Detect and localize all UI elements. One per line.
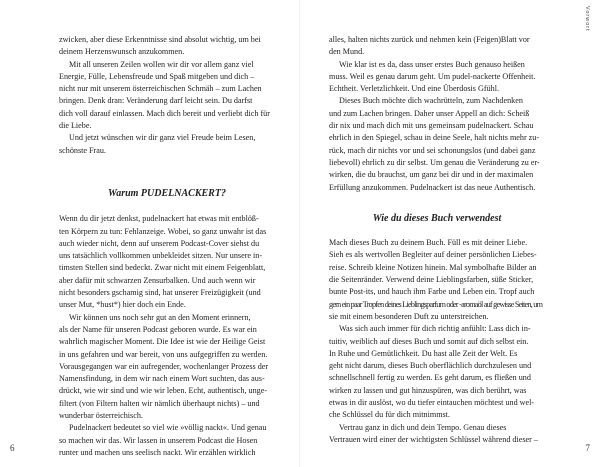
text-line: Wie klar ist es da, dass unser erstes Buch genauso heißen xyxy=(339,59,525,69)
text-line: rück, mach dir nichts vor und sei schonungslos (und dabei ganz xyxy=(329,145,536,155)
text-line: ehrlich in den Spiegel, schau in deine Seele, halt nichts mehr zu- xyxy=(329,133,540,143)
text-line: zwicken, aber diese Erkenntnisse sind absolut wichtig, um bei xyxy=(59,35,261,44)
text-line: wunderbar österreichisch. xyxy=(59,411,143,421)
text-line: Und jetzt wünschen wir dir ganz viel Freude beim Lesen, xyxy=(69,133,256,143)
paragraph xyxy=(329,95,545,193)
text-line: geht nicht darum, dieses Buch oberflächlich durchzulesen und xyxy=(329,361,532,371)
right-page xyxy=(300,0,600,467)
paragraph xyxy=(59,59,275,133)
text-line: che Schlüssel du für dich mitnimmst. xyxy=(329,410,450,420)
text-line: wirken zu lassen und gut hinzuspüren, was dich berührt, was xyxy=(329,385,527,395)
running-head: Vorwort xyxy=(584,6,590,32)
text-line: in uns gefahren und war bereit, von uns aufgegriffen zu werden. xyxy=(59,349,268,359)
text-line: schnellschnell fertig zu werden. Es geht darum, es fließen und xyxy=(329,373,531,383)
page-number: 7 xyxy=(585,443,590,453)
text-line: auch wieder nicht, denn auf unserem Podcast-Cover siehst du xyxy=(59,238,260,248)
text-line: drückt, wie wir sind und wie wir leben. Echt, authentisch, unge- xyxy=(59,386,268,396)
paragraph xyxy=(59,312,275,423)
text-line: gern ein paar Tropfen deines Lieblingsparfum oder -aromaöl auf gewisse Seiten, um xyxy=(329,299,543,309)
text-line: reise. Schreib kleine Notizen hinein. Mal symbolhafte Bilder an xyxy=(329,262,537,272)
text-line: nicht nur mit unserem österreichischen Schmäh – zum Lachen xyxy=(59,84,262,94)
text-line: Mach dieses Buch zu deinem Buch. Füll es mit deiner Liebe. xyxy=(329,238,528,248)
text-line: so machen wir das. Wir lassen in unserem Podcast die Hosen xyxy=(59,435,258,445)
text-line: Sieh es als wertvollen Begleiter auf deiner persönlichen Liebes- xyxy=(329,250,537,260)
text-line: schönste Frau. xyxy=(59,145,106,155)
text-line: In Ruhe und Gemütlichkeit. Du hast alle Zeit der Welt. Es xyxy=(329,348,518,358)
paragraph xyxy=(329,34,545,59)
text-line: bringen. Denk dran: Veränderung darf leicht sein. Du darfst xyxy=(59,96,253,106)
spacer xyxy=(329,225,545,237)
paragraph xyxy=(329,323,545,421)
text-line: etwas in dir auslöst, wo du tiefer eintauchen möchtest und wel- xyxy=(329,398,535,408)
text-line: muss. Weil es genau darum geht. Um pudel-nackerte Offenheit. xyxy=(329,71,536,81)
text-line: ten Körpern zu tun: Fehlanzeige. Wobei, so ganz unwahr ist das xyxy=(59,226,267,236)
text-line: filtert (von Filtern halten wir nämlich überhaupt nichts) – und xyxy=(59,398,260,408)
section-heading: Wie du dieses Buch verwendest xyxy=(372,212,502,224)
text-line: Pudelnackert bedeutet so viel wie »völlig nackt«. Und genau xyxy=(69,423,267,433)
spacer xyxy=(59,157,275,188)
text-line: Was sich auch immer für dich richtig anfühlt: Lass dich in- xyxy=(339,324,531,334)
text-line: dir nix und mach dich mit uns gemeinsam pudelnackert. Schau xyxy=(329,121,534,131)
text-line: wirken, die du brauchst, um ganz bei dir und in der maximalen xyxy=(329,170,534,180)
spacer xyxy=(59,200,275,213)
text-line: die Liebe. xyxy=(59,121,92,131)
text-line: als der Name für unseren Podcast geboren wurde. Es war ein xyxy=(59,324,257,334)
text-line: Energie, Fülle, Lebensfreude und Spaß mitgeben und dich – xyxy=(59,71,255,81)
text-line: unser Mut, *hust*) hier doch ein Ende. xyxy=(59,300,186,310)
text-line: den Mund. xyxy=(329,47,365,57)
text-line: uns tatsächlich vollkommen unbekleidet sitzen. Nur unsere in- xyxy=(59,251,263,261)
text-line: Echtheit. Verletzlichkeit. Und eine Überdosis Gfühl. xyxy=(329,84,499,94)
text-line: dich voll darauf einlassen. Mach dich bereit und verliebt dich für xyxy=(59,108,270,118)
text-line: Vertrau ganz in dich und dein Tempo. Genau dieses xyxy=(339,422,507,432)
paragraph xyxy=(329,59,545,96)
text-line: die Seitenränder. Verwend deine Lieblingsfarben, süße Sticker, xyxy=(329,275,534,285)
paragraph xyxy=(59,34,275,59)
text-line: tuitiv, weiblich auf dieses Buch und somit auf dich selbst ein. xyxy=(329,336,529,346)
right-text-column xyxy=(329,34,545,446)
spacer xyxy=(329,194,545,213)
text-line: runter und machen uns seelisch nackt. Wir erzählen wirklich xyxy=(59,447,256,457)
text-line: Erfüllung anzukommen. Pudelnackert ist das neue Authentisch. xyxy=(329,182,536,192)
text-line: deinem Herzenswunsch anzukommen. xyxy=(59,47,185,57)
text-line: aber dafür mit schwarzen Zensurbalken. Und auch wenn wir xyxy=(59,275,256,285)
paragraph xyxy=(59,213,275,311)
text-line: Vertrauen wird einer der wichtigsten Schlüssel während dieser – xyxy=(329,434,538,444)
text-line: und zum Lachen bringen. Daher unser Appell an dich: Scheiß xyxy=(329,108,530,118)
text-line: Dieses Buch möchte dich wachrütteln, zum Nachdenken xyxy=(339,96,523,106)
paragraph xyxy=(329,422,545,447)
paragraph xyxy=(329,237,545,323)
paragraph xyxy=(59,422,275,459)
text-line: timsten Stellen sind bedeckt. Zwar nicht mit einem Feigenblatt, xyxy=(59,263,266,273)
text-line: bunte Post-its, und hauch ihm Farbe und Leben ein. Tropf auch xyxy=(329,287,535,297)
text-line: alles, halten nichts zurück und nehmen kein (Feigen)Blatt vor xyxy=(329,35,530,44)
section-heading: Warum PUDELNACKERT? xyxy=(108,187,226,199)
paragraph xyxy=(59,132,275,157)
left-text-column xyxy=(59,34,275,459)
text-line: Wenn du dir jetzt denkst, pudelnackert hat etwas mit entblöß- xyxy=(59,214,259,224)
text-line: sie mit einem besonderen Duft zu unterstreichen. xyxy=(329,311,489,321)
text-line: wahrlich magischer Moment. Die Idee ist wie der Heilige Geist xyxy=(59,337,266,347)
text-line: liebevoll) ehrlich zu dir selbst. Um genau die Veränderung zu er- xyxy=(329,157,540,167)
text-line: nicht besonders gschamig sind, hat unserer Freizügigkeit (und xyxy=(59,288,261,298)
text-line: Namensfindung, in dem wir nach einem Wort suchten, das aus- xyxy=(59,374,265,384)
text-line: Wir können uns noch sehr gut an den Moment erinnern, xyxy=(69,312,251,322)
text-line: Mit all unseren Zeilen wollen wir dir vor allem ganz viel xyxy=(69,59,254,69)
text-line: Vorausgegangen war ein aufregender, wochenlanger Prozess der xyxy=(59,361,269,371)
page-number: 6 xyxy=(10,443,15,453)
